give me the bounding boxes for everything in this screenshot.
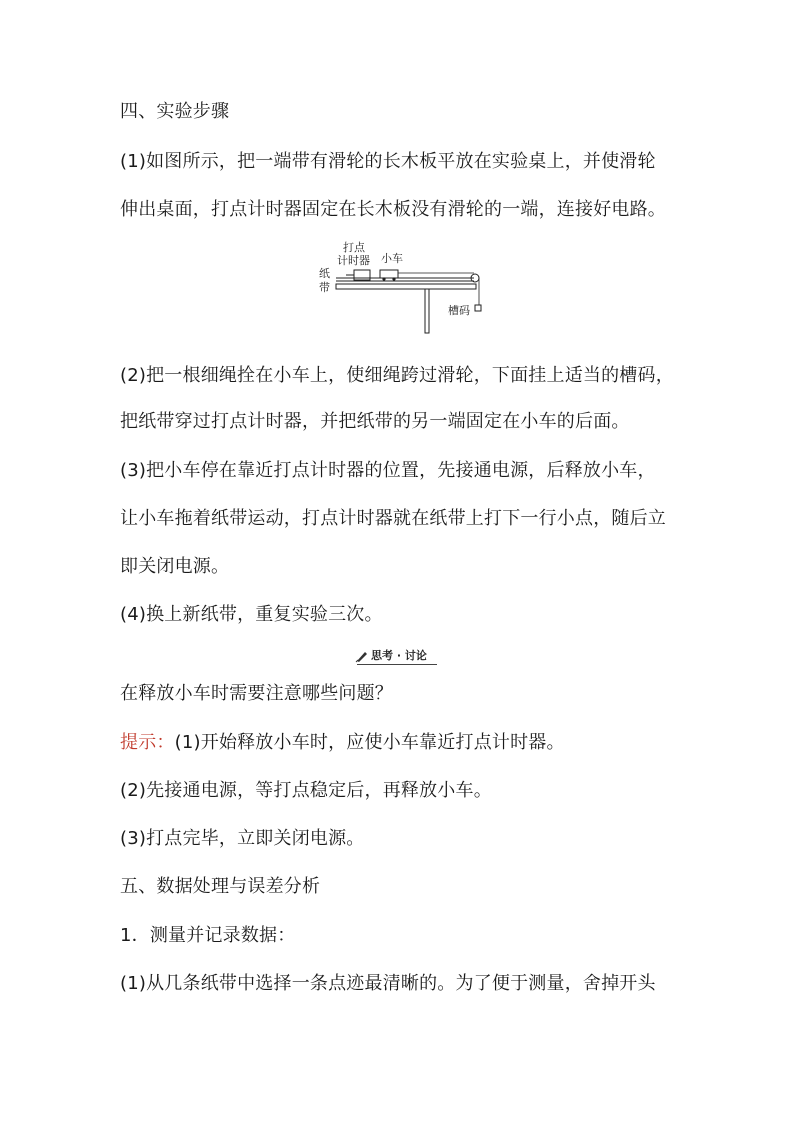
- cart-label: 小车: [381, 252, 403, 265]
- tape-label-bottom: 带: [319, 281, 330, 294]
- experiment-diagram: [314, 240, 490, 336]
- timer-label-top: 打点: [343, 241, 365, 254]
- step4: (4)换上新纸带，重复实验三次。: [120, 604, 383, 625]
- discussion-badge: [355, 648, 439, 666]
- tape-label-top: 纸: [319, 267, 330, 280]
- weight-label: 槽码: [448, 304, 470, 317]
- section-heading-5: 五、数据处理与误差分析: [120, 876, 321, 897]
- timer-label-bottom: 计时器: [337, 254, 370, 267]
- step2-line2: 把纸带穿过打点计时器，并把纸带的另一端固定在小车的后面。: [120, 411, 630, 432]
- step1-line2: 伸出桌面，打点计时器固定在长木板没有滑轮的一端，连接好电路。: [120, 199, 666, 220]
- step3-line2: 让小车拖着纸带运动，打点计时器就在纸带上打下一行小点，随后立: [120, 508, 666, 529]
- hint-line3: (3)打点完毕，立即关闭电源。: [120, 828, 365, 849]
- weight: [475, 305, 481, 311]
- badge-underline: [357, 664, 437, 665]
- item1-line1: (1)从几条纸带中选择一条点迹最清晰的。为了便于测量，舍掉开头: [120, 973, 656, 994]
- pen-icon: [355, 649, 369, 663]
- discussion-badge-text: 思考 · 讨论: [371, 649, 427, 662]
- step1-line1: (1)如图所示，把一端带有滑轮的长木板平放在实验桌上，并使滑轮: [120, 151, 656, 172]
- cart: [380, 270, 398, 278]
- hint-line1: [120, 731, 565, 755]
- table-leg: [425, 289, 429, 333]
- step2-line1: (2)把一根细绳拴在小车上，使细绳跨过滑轮，下面挂上适当的槽码，: [120, 365, 674, 386]
- hint-line2: (2)先接通电源，等打点稳定后，再释放小车。: [120, 780, 492, 801]
- hint1-text: (1)开始释放小车时，应使小车靠近打点计时器。: [174, 732, 565, 753]
- discussion-question: 在释放小车时需要注意哪些问题？: [120, 683, 393, 704]
- subsection-1: 1．测量并记录数据：: [120, 925, 296, 946]
- hint-label: 提示：: [120, 732, 175, 753]
- long-board: [336, 284, 476, 289]
- section-heading-4: 四、实验步骤: [120, 101, 230, 122]
- step3-line1: (3)把小车停在靠近打点计时器的位置，先接通电源，后释放小车，: [120, 460, 656, 481]
- step3-line3: 即关闭电源。: [120, 556, 230, 577]
